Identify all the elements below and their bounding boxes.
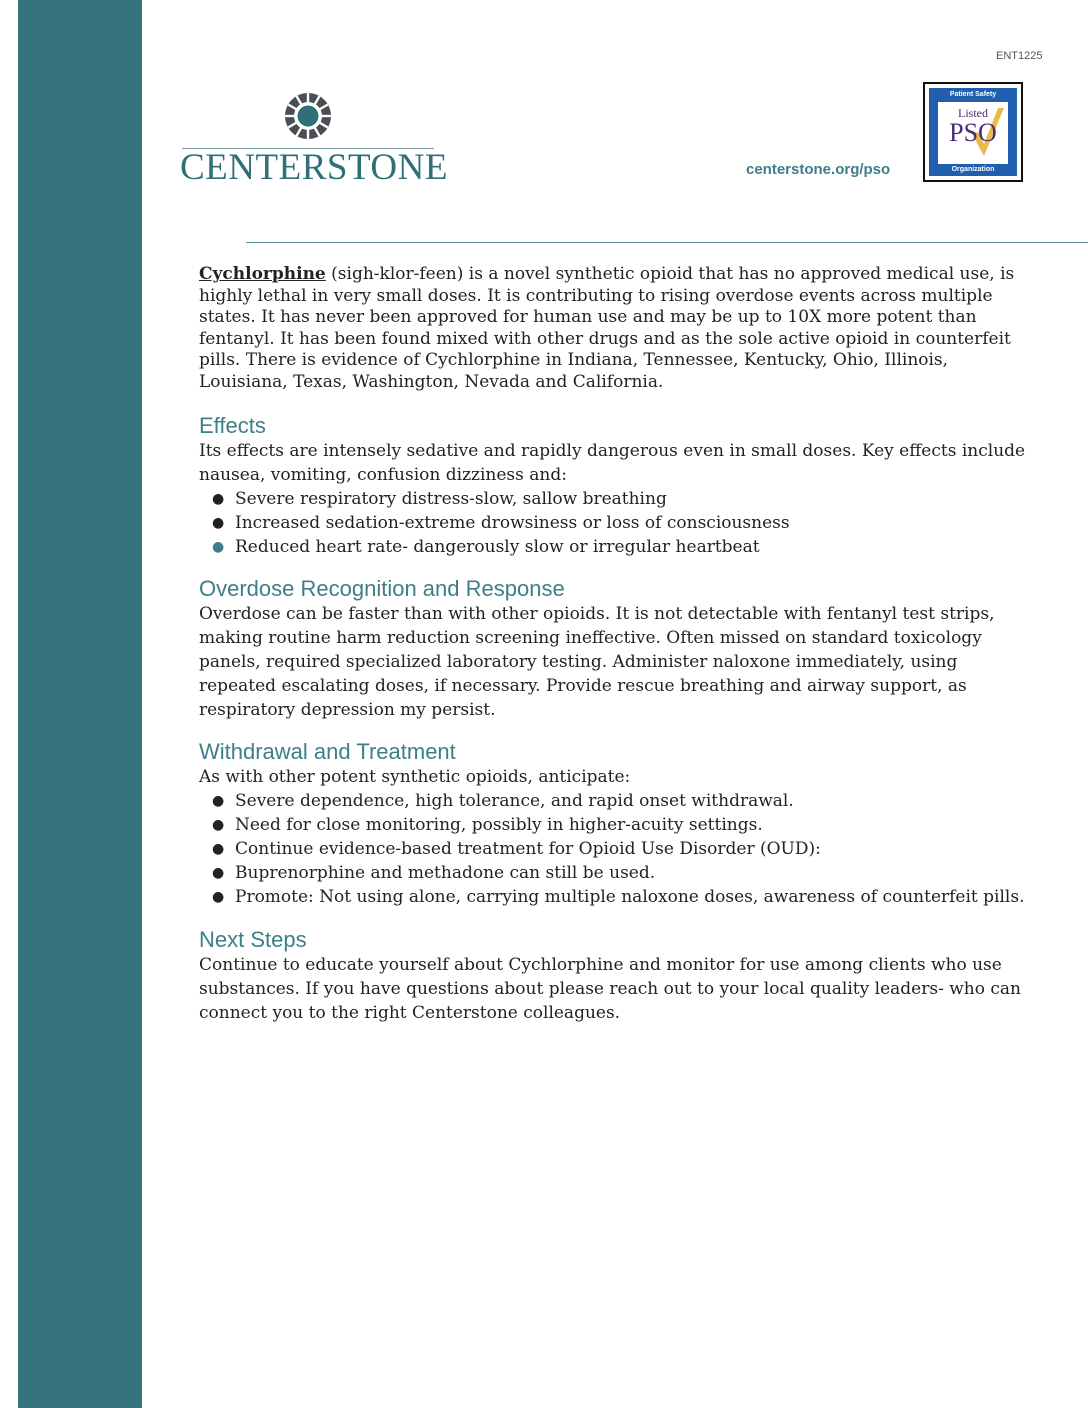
withdrawal-section [199, 739, 1029, 909]
list-item [199, 511, 1029, 535]
list-item [199, 487, 1029, 511]
list-item-text: Severe dependence, high tolerance, and rapid onset withdrawal. [235, 791, 794, 811]
intro-paragraph [199, 264, 1029, 393]
sidebar-band [18, 0, 142, 1408]
list-item-text: Increased sedation-extreme drowsiness or loss of consciousness [235, 513, 790, 533]
next-steps-heading: Next Steps [199, 927, 307, 952]
withdrawal-list [199, 789, 1029, 909]
badge-listed-text: Listed [958, 106, 988, 120]
drug-name-term: Cychlorphine [199, 264, 326, 284]
overdose-section [199, 576, 1029, 722]
bullet-icon: ● [212, 515, 225, 531]
bullet-icon: ● [212, 793, 225, 809]
intro-text: (sigh-klor-feen) is a novel synthetic opioid that has no approved medical use, is highly lethal in very small doses. It is contributing to rising overdose events across multiple states. It has never been approved for human use and may be up to 10X more potent than fentanyl. It has been found mixed with other drugs and as the sole active opioid in counterfeit pills. There is evidence of Cychlorphine in Indiana, Tennessee, Kentucky, Ohio, Illinois, Louisiana, Texas, Washington, Nevada and California. [199, 264, 1015, 392]
badge-frame [929, 88, 1017, 176]
withdrawal-heading: Withdrawal and Treatment [199, 739, 456, 764]
list-item-text: Need for close monitoring, possibly in higher-acuity settings. [235, 815, 763, 835]
document-code: ENT1225 [996, 50, 1043, 62]
effects-list [199, 487, 1029, 559]
badge-center-panel [938, 102, 1008, 164]
badge-pso-text: PSO [949, 118, 997, 147]
effects-section [199, 413, 1029, 559]
list-item [199, 813, 1029, 837]
list-item [199, 789, 1029, 813]
bullet-icon: ● [212, 889, 225, 905]
bullet-icon: ● [212, 841, 225, 857]
logo-wordmark: CENTERSTONE [180, 147, 448, 188]
listed-pso-badge [923, 82, 1023, 182]
main-content [199, 264, 1029, 1025]
list-item [199, 885, 1029, 909]
bullet-icon: ● [212, 817, 225, 833]
list-item-text: Promote: Not using alone, carrying multiple naloxone doses, awareness of counterfeit pills. [235, 887, 1025, 907]
list-item [199, 535, 1029, 559]
effects-heading: Effects [199, 413, 266, 438]
list-item [199, 837, 1029, 861]
badge-bottom-text: Organization [951, 166, 995, 173]
list-item-text: Continue evidence-based treatment for Opioid Use Disorder (OUD): [235, 839, 821, 859]
bullet-icon: ● [212, 491, 225, 507]
bullet-icon: ● [212, 865, 225, 881]
effects-text: Its effects are intensely sedative and rapidly dangerous even in small doses. Key effects include nausea, vomiting, confusion dizziness and: [199, 441, 1026, 485]
list-item-text: Reduced heart rate- dangerously slow or irregular heartbeat [235, 537, 760, 557]
withdrawal-text: As with other potent synthetic opioids, anticipate: [199, 767, 631, 787]
next-steps-text: Continue to educate yourself about Cychlorphine and monitor for use among clients who use substances. If you have questions about please reach out to your local quality leaders- who can connect you to the right Centerstone colleagues. [199, 955, 1021, 1023]
badge-top-text: Patient Safety [949, 91, 997, 98]
bullet-icon: ● [212, 539, 225, 555]
list-item [199, 861, 1029, 885]
overdose-heading: Overdose Recognition and Response [199, 576, 565, 601]
list-item-text: Severe respiratory distress-slow, sallow breathing [235, 489, 667, 509]
list-item-text: Buprenorphine and methadone can still be used. [235, 863, 656, 883]
pso-website-link[interactable]: centerstone.org/pso [746, 161, 891, 178]
header-divider [246, 242, 1088, 243]
next-steps-section [199, 927, 1029, 1025]
overdose-text: Overdose can be faster than with other opioids. It is not detectable with fentanyl test strips, making routine harm reduction screening ineffective. Often missed on standard toxicology panels, required specialized laboratory testing. Administer naloxone immediately, using repeated escalating doses, if necessary. Provide rescue breathing and airway support, as respiratory depression my persist. [199, 604, 995, 720]
